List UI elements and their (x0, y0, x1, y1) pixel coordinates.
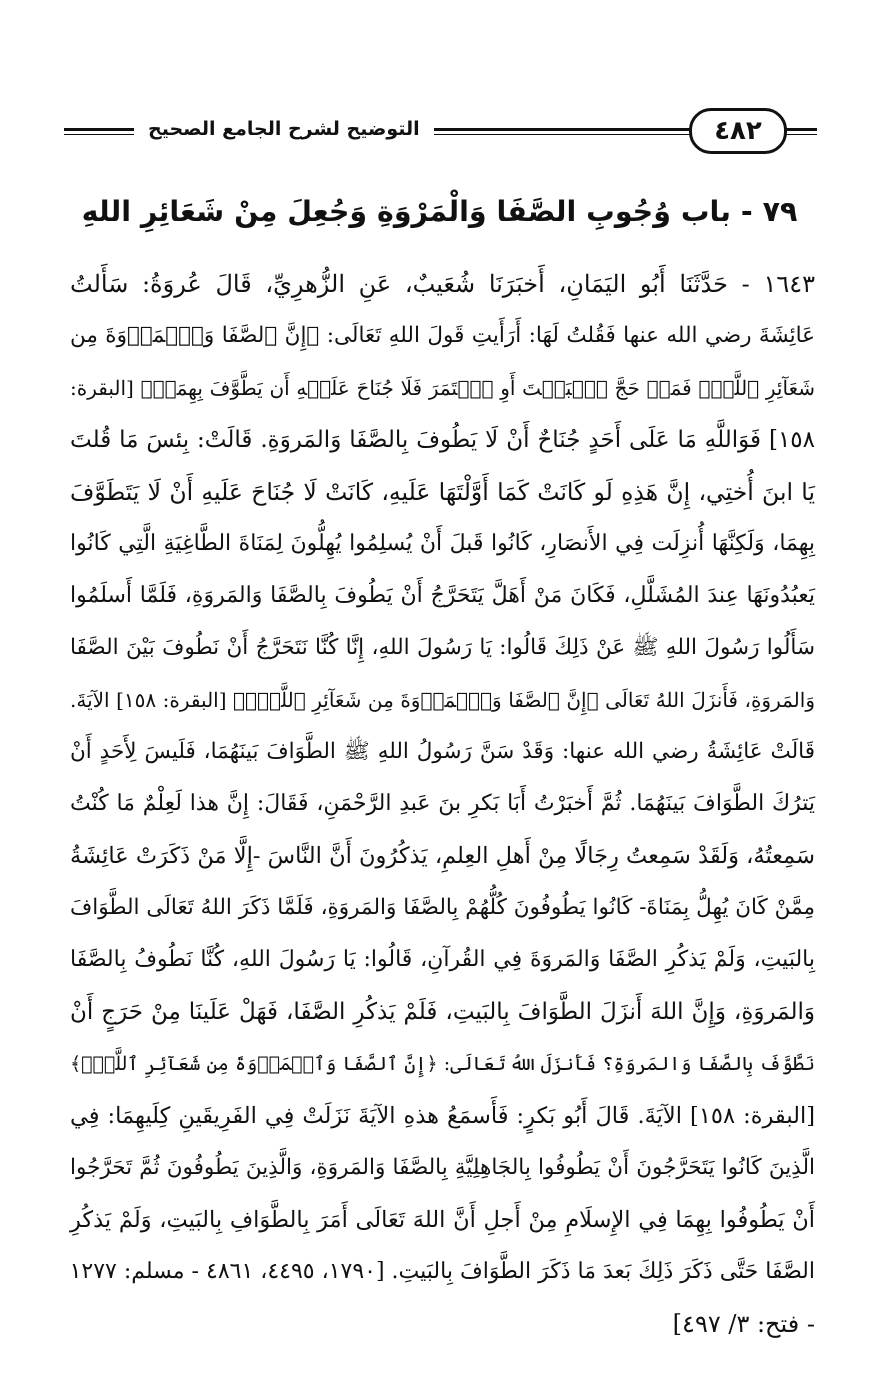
text-line: يَترُكَ الطَّوَافَ بَينَهُمَا. ثُمَّ أَخبَرْتُ أَبَا بَكرِ بنَ عَبدِ الرَّحْمَنِ، فَقَالَ: إِنَّ هذا لَعِلْمٌ مَا كُنْتُ (70, 791, 815, 816)
text-line: نَطَّوَّفَ بِالصَّفَا وَالمَروَةِ؟ فَأَنزَلَ اللهُ تَعَالَى: ﴿إِنَّ ٱلصَّفَا وَٱلۡمَرۡوَةَ مِن شَعَآئِرِ ٱللَّهِۖ﴾ (70, 1053, 815, 1075)
text-line: عَائِشَةَ رضي الله عنها فَقُلتُ لَهَا: أَرَأَيتِ قَولَ اللهِ تَعَالَى: ﴿إِنَّ ٱلصَّفَا وَٱلۡمَرۡوَةَ مِن (70, 323, 815, 348)
text-line: شَعَآئِرِ ٱللَّهِۖ فَمَنۡ حَجَّ ٱلۡبَيۡتَ أَوِ ٱعۡتَمَرَ فَلَا جُنَاحَ عَلَيۡهِ أَن يَطَّوَّفَ بِهِمَاۚ﴾ [البقرة: (70, 376, 815, 400)
text-line: وَالمَروَةِ، وَإِنَّ اللهَ أَنزَلَ الطَّوَافَ بِالبَيتِ، فَلَمْ يَذكُرِ الصَّفَا، فَهَلْ عَلَينَا مِنْ حَرَجٍ أَنْ (70, 999, 815, 1025)
text-line: يَا ابنَ أُختِي، إِنَّ هَذِهِ لَو كَانَتْ كَمَا أَوَّلْتَهَا عَلَيهِ، كَانَتْ لَا جُنَاحَ عَلَيهِ أَنْ لَا يَتَطَوَّفَ (70, 478, 815, 506)
text-line: سَمِعتُهُ، وَلَقَدْ سَمِعتُ رِجَالًا مِنْ أَهلِ العِلمِ، يَذكُرُونَ أَنَّ النَّاسَ -إِلَّا مَنْ ذَكَرَتْ عَائِشَةُ (70, 843, 815, 869)
text-line: ١٥٨] فَوَاللَّهِ مَا عَلَى أَحَدٍ جُنَاحٌ أَنْ لَا يَطُوفَ بِالصَّفَا وَالمَروَةِ. قَالَتْ: بِئسَ مَا قُلتَ (70, 427, 815, 453)
text-line: الصَّفَا حَتَّى ذَكَرَ ذَلِكَ بَعدَ مَا ذَكَرَ الطَّوَافَ بِالبَيتِ. [١٧٩٠، ٤٤٩٥، ٤٨٦١ - مسلم: ١٢٧٧ (69, 1259, 815, 1284)
running-header (64, 112, 817, 162)
text-line: [البقرة: ١٥٨] الآيَةَ. قَالَ أَبُو بَكرٍ: فَأَسمَعُ هذهِ الآيَةَ نَزَلَتْ فِي الفَرِيقَينِ كِلَيهِمَا: فِي (70, 1103, 815, 1129)
hadith-text (70, 258, 815, 1350)
text-line: أَنْ يَطُوفُوا بِهِمَا فِي الإِسلَامِ مِنْ أَجلِ أَنَّ اللهَ تَعَالَى أَمَرَ بِالطَّوَافِ بِالبَيتِ، وَلَمْ يَذكُرِ (70, 1207, 815, 1233)
page-number: ٤٨٢ (689, 108, 787, 154)
text-line: سَأَلُوا رَسُولَ اللهِ ﷺ عَنْ ذَلِكَ قَالُوا: يَا رَسُولَ اللهِ، إِنَّا كُنَّا نَتَحَرَّجُ أَنْ نَطُوفَ بَيْنَ الصَّفَا (70, 635, 815, 660)
text-line: بِهِمَا، وَلَكِنَّهَا أُنزِلَت فِي الأَنصَارِ، كَانُوا قَبلَ أَنْ يُسلِمُوا يُهِلُّونَ لِمَنَاةَ الطَّاغِيَةِ الَّتِي كَانُوا (70, 531, 815, 556)
text-line: الَّذِينَ كَانُوا يَتَحَرَّجُونَ أَنْ يَطُوفُوا بِالجَاهِلِيَّةِ بِالصَّفَا وَالمَروَةِ، وَالَّذِينَ يَطُوفُونَ ثُمَّ تَحَرَّجُوا (70, 1155, 815, 1180)
text-line: قَالَتْ عَائِشَةُ رضي الله عنها: وَقَدْ سَنَّ رَسُولُ اللهِ ﷺ الطَّوَافَ بَينَهُمَا، فَلَيسَ لِأَحَدٍ أَنْ (70, 739, 815, 764)
text-line: بِالبَيتِ، وَلَمْ يَذكُرِ الصَّفَا وَالمَروَةَ فِي القُرآنِ، قَالُوا: يَا رَسُولَ اللهِ، كُنَّا نَطُوفُ بِالصَّفَا (70, 947, 815, 972)
book-title: التوضيح لشرح الجامع الصحيح (134, 114, 434, 144)
chapter-heading: ٧٩ - باب وُجُوبِ الصَّفَا وَالْمَرْوَةِ وَجُعِلَ مِنْ شَعَائِرِ اللهِ (81, 195, 798, 228)
text-line: مِمَّنْ كَانَ يُهِلُّ بِمَنَاةَ- كَانُوا يَطُوفُونَ كُلُّهُمْ بِالصَّفَا وَالمَروَةِ، فَلَمَّا ذَكَرَ اللهُ تَعَالَى الطَّوَافَ (70, 895, 815, 920)
text-line: وَالمَروَةِ، فَأَنزَلَ اللهُ تَعَالَى ﴿إِنَّ ٱلصَّفَا وَٱلۡمَرۡوَةَ مِن شَعَآئِرِ ٱللَّهِۖ﴾ [البقرة: ١٥٨] الآيَةَ. (70, 688, 815, 712)
citation-line: - فتح: ٣/ ٤٩٧] (672, 1310, 815, 1338)
text-line: يَعبُدُونَهَا عِندَ المُشَلَّلِ، فَكَانَ مَنْ أَهَلَّ يَتَحَرَّجُ أَنْ يَطُوفَ بِالصَّفَا وَالمَروَةِ، فَلَمَّا أَسلَمُوا (70, 583, 815, 608)
text-line: ١٦٤٣ - حَدَّثَنَا أَبُو اليَمَانِ، أَخبَرَنَا شُعَيبٌ، عَنِ الزُّهرِيِّ، قَالَ عُروَةُ: سَأَلتُ (70, 270, 815, 298)
